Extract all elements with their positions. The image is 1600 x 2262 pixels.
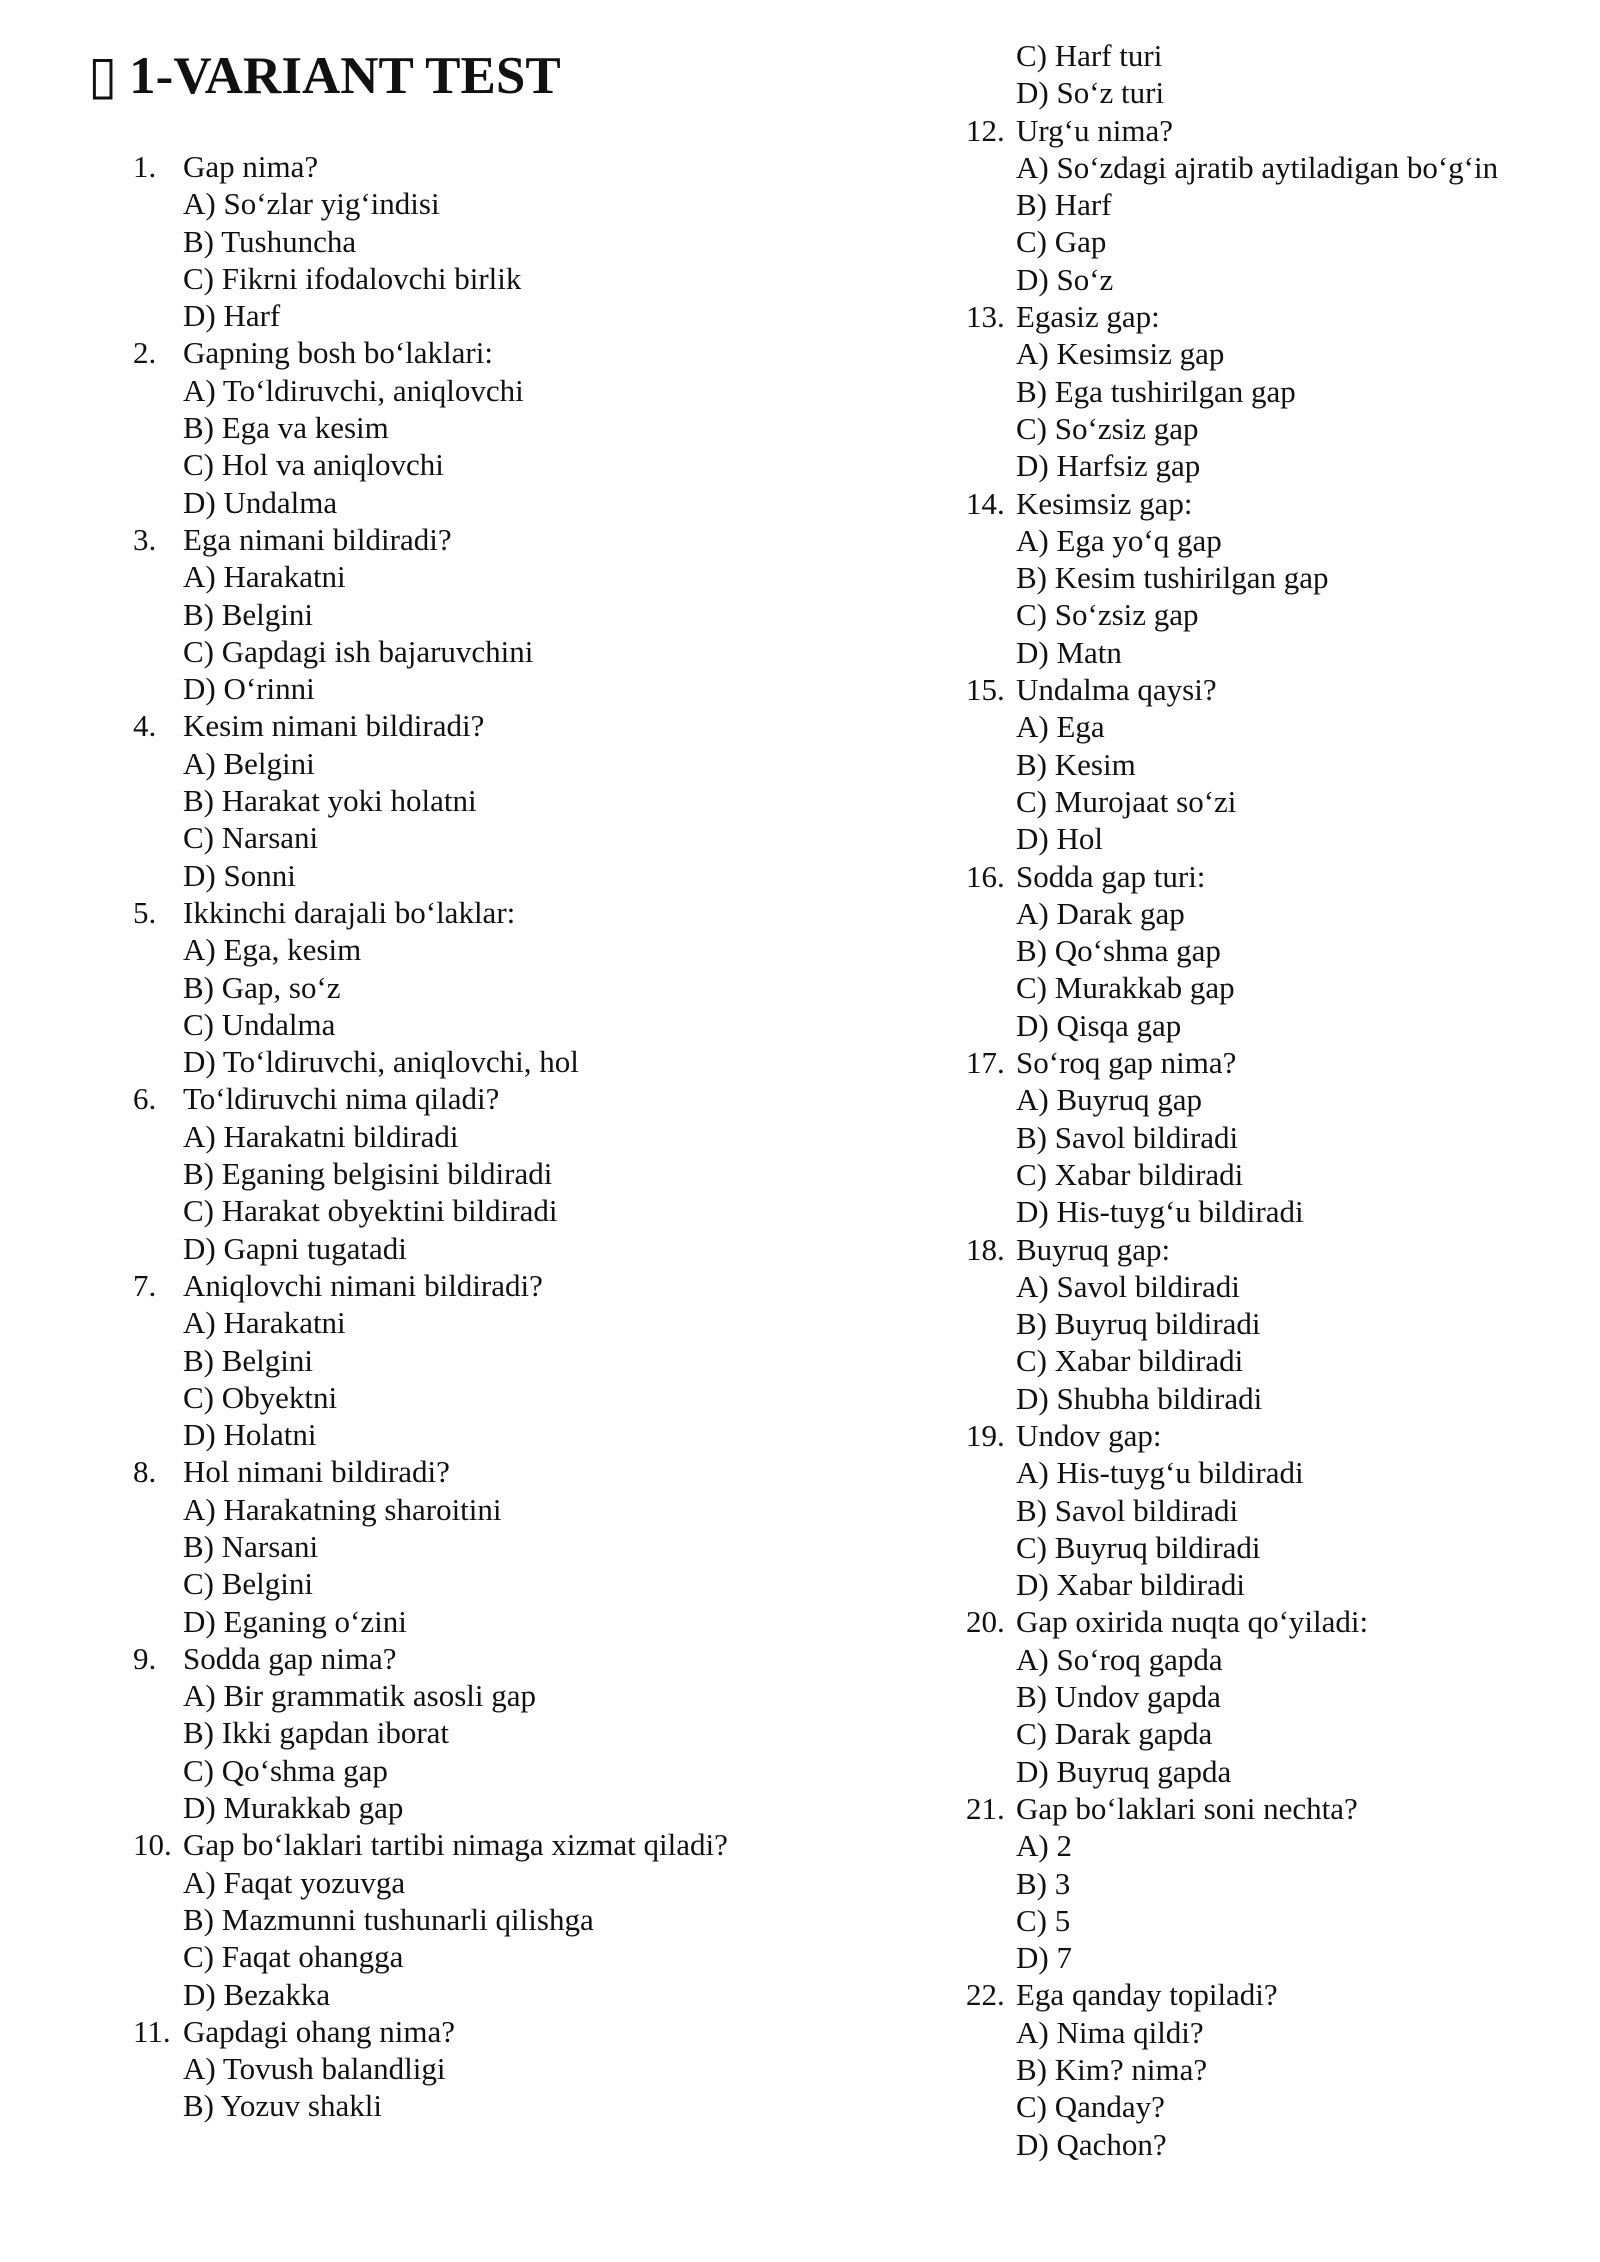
question-item [966, 1417, 1586, 1603]
question-item [966, 112, 1586, 298]
question-item [133, 1267, 853, 1453]
question-text: Kesimsiz gap: [1016, 485, 1193, 521]
answer-option: B) Kesim [1016, 746, 1136, 782]
question-item [133, 707, 853, 893]
answer-option: D) So‘z turi [1016, 75, 1165, 111]
answer-option: B) Belgini [183, 596, 314, 632]
question-number: 7. [133, 1267, 157, 1303]
answer-option: A) Darak gap [1016, 895, 1185, 931]
answer-option: A) So‘roq gapda [1016, 1641, 1223, 1677]
question-number: 11. [133, 2013, 171, 2049]
answer-option: A) Belgini [183, 745, 315, 781]
question-number: 20. [966, 1604, 1005, 1640]
question-text: Aniqlovchi nimani bildiradi? [183, 1267, 543, 1303]
question-item [133, 334, 853, 520]
answer-option: C) Faqat ohangga [183, 1939, 404, 1975]
answer-option: D) Undalma [183, 484, 338, 520]
answer-option: A) Bir grammatik asosli gap [183, 1678, 536, 1714]
question-number: 18. [966, 1231, 1005, 1267]
question-item [133, 521, 853, 707]
answer-option: A) Harakatni [183, 1305, 346, 1341]
answer-option: A) Nima qildi? [1016, 2014, 1204, 2050]
answer-option: B) Qo‘shma gap [1016, 933, 1221, 969]
answer-option: D) 7 [1016, 1940, 1072, 1976]
answer-option: D) Murakkab gap [183, 1790, 404, 1826]
left-column [133, 148, 853, 2125]
question-text: Ega qanday topiladi? [1016, 1977, 1278, 2013]
answer-option: C) Fikrni ifodalovchi birlik [183, 260, 522, 296]
answer-option: B) Savol bildiradi [1016, 1492, 1239, 1528]
question-item [966, 1790, 1586, 1976]
answer-option: B) Narsani [183, 1528, 319, 1564]
answer-option: D) Harfsiz gap [1016, 448, 1201, 484]
answer-option: C) Narsani [183, 820, 319, 856]
answer-option: C) Gapdagi ish bajaruvchini [183, 633, 534, 669]
answer-option: C) Gap [1016, 224, 1107, 260]
answer-option: A) His-tuyg‘u bildiradi [1016, 1455, 1304, 1491]
answer-option: B) Ikki gapdan iborat [183, 1715, 450, 1751]
answer-option: B) Ega va kesim [183, 410, 389, 446]
answer-option: B) Gap, so‘z [183, 969, 341, 1005]
question-number: 14. [966, 485, 1005, 521]
question-item [133, 2013, 853, 2125]
answer-option: B) Undov gapda [1016, 1679, 1221, 1715]
question-text: Urg‘u nima? [1016, 112, 1173, 148]
answer-option: A) Harakatni bildiradi [183, 1118, 459, 1154]
answer-option: A) Savol bildiradi [1016, 1268, 1240, 1304]
question-item [966, 1976, 1586, 2162]
answer-option: C) Buyruq bildiradi [1016, 1529, 1261, 1565]
question-item [133, 1640, 853, 1826]
question-text: Sodda gap nima? [183, 1640, 397, 1676]
question-item [966, 298, 1586, 484]
answer-option: D) Holatni [183, 1417, 317, 1453]
answer-option: C) Darak gapda [1016, 1716, 1213, 1752]
answer-option: D) Qisqa gap [1016, 1007, 1182, 1043]
answer-option: B) Tushuncha [183, 223, 357, 259]
question-text: Gap nima? [183, 149, 319, 184]
answer-option: B) Ega tushirilgan gap [1016, 373, 1296, 409]
question-number: 4. [133, 708, 157, 744]
question-text: Gapdagi ohang nima? [183, 2013, 456, 2049]
answer-option: D) Shubha bildiradi [1016, 1380, 1263, 1416]
question-number: 22. [966, 1977, 1005, 2013]
answer-option: B) Savol bildiradi [1016, 1119, 1239, 1155]
question-item [966, 671, 1586, 857]
answer-option: C) Undalma [183, 1006, 336, 1042]
answer-option: A) 2 [1016, 1828, 1072, 1864]
answer-option: A) Ega, kesim [183, 932, 362, 968]
question-text: Gap bo‘laklari soni nechta? [1016, 1790, 1358, 1826]
answer-option: B) Kim? nima? [1016, 2052, 1208, 2088]
answer-option: A) To‘ldiruvchi, aniqlovchi [183, 372, 524, 408]
question-text: Buyruq gap: [1016, 1231, 1171, 1267]
question-item [133, 1453, 853, 1639]
answer-option: C) So‘zsiz gap [1016, 597, 1199, 633]
answer-option: D) O‘rinni [183, 671, 315, 707]
question-text: Kesim nimani bildiradi? [183, 708, 485, 744]
question-item [133, 148, 853, 334]
answer-option: C) Murojaat so‘zi [1016, 783, 1237, 819]
answer-option: C) Qanday? [1016, 2089, 1165, 2125]
page-title-text: 1-VARIANT TEST [129, 47, 561, 105]
question-text: So‘roq gap nima? [1016, 1045, 1237, 1081]
question-text: Egasiz gap: [1016, 299, 1160, 335]
question-number: 17. [966, 1045, 1005, 1081]
question-number: 8. [133, 1454, 157, 1490]
question-item [133, 1080, 853, 1266]
question-text: Ega nimani bildiradi? [183, 521, 452, 557]
answer-option: C) Hol va aniqlovchi [183, 447, 444, 483]
question-number: 13. [966, 299, 1005, 335]
answer-option: A) So‘zlar yig‘indisi [183, 186, 440, 222]
answer-option: A) Kesimsiz gap [1016, 336, 1225, 372]
question-number: 16. [966, 858, 1005, 894]
answer-option: D) To‘ldiruvchi, aniqlovchi, hol [183, 1044, 579, 1080]
question-item [133, 1826, 853, 2012]
answer-option: C) Qo‘shma gap [183, 1752, 388, 1788]
continued-options [966, 37, 1586, 112]
answer-option: C) Harf turi [1016, 38, 1163, 73]
question-number: 19. [966, 1417, 1005, 1453]
answer-option: A) Buyruq gap [1016, 1082, 1202, 1118]
answer-option: A) So‘zdagi ajratib aytiladigan bo‘g‘in [1016, 149, 1499, 185]
answer-option: D) So‘z [1016, 261, 1114, 297]
question-text: Ikkinchi darajali bo‘laklar: [183, 894, 516, 930]
question-text: Undalma qaysi? [1016, 672, 1217, 708]
answer-option: D) His-tuyg‘u bildiradi [1016, 1194, 1304, 1230]
question-item [133, 894, 853, 1080]
answer-option: A) Ega [1016, 709, 1105, 745]
right-question-list [966, 112, 1586, 2163]
answer-option: B) Kesim tushirilgan gap [1016, 560, 1329, 596]
answer-option: D) Harf [183, 298, 281, 334]
question-text: Hol nimani bildiradi? [183, 1454, 450, 1490]
answer-option: B) Buyruq bildiradi [1016, 1306, 1261, 1342]
answer-option: A) Tovush balandligi [183, 2051, 446, 2087]
question-item [966, 858, 1586, 1044]
question-number: 10. [133, 1827, 172, 1863]
question-item [966, 1603, 1586, 1789]
question-text: Gapning bosh bo‘laklari: [183, 335, 493, 371]
right-column [966, 37, 1586, 2163]
answer-option: A) Faqat yozuvga [183, 1864, 406, 1900]
answer-option: C) Obyektni [183, 1379, 338, 1415]
answer-option: C) Harakat obyektini bildiradi [183, 1193, 558, 1229]
question-text: Sodda gap turi: [1016, 858, 1206, 894]
question-number: 12. [966, 112, 1005, 148]
question-text: Gap oxirida nuqta qo‘yiladi: [1016, 1604, 1369, 1640]
answer-option: C) So‘zsiz gap [1016, 410, 1199, 446]
question-text: To‘ldiruvchi nima qiladi? [183, 1081, 500, 1117]
answer-option: C) Belgini [183, 1566, 314, 1602]
answer-option: C) Xabar bildiradi [1016, 1343, 1244, 1379]
answer-option: A) Harakatni [183, 559, 346, 595]
question-item [966, 1231, 1586, 1417]
answer-option: D) Eganing o‘zini [183, 1603, 407, 1639]
answer-option: B) Belgini [183, 1342, 314, 1378]
question-number: 2. [133, 335, 157, 371]
question-number: 6. [133, 1081, 157, 1117]
answer-option: B) Yozuv shakli [183, 2088, 382, 2124]
answer-option: A) Harakatning sharoitini [183, 1491, 502, 1527]
answer-option: C) Xabar bildiradi [1016, 1156, 1244, 1192]
answer-option: D) Hol [1016, 821, 1103, 857]
checkbox-icon: ▯ [88, 47, 118, 105]
answer-option: B) Harakat yoki holatni [183, 783, 477, 819]
answer-option: B) Mazmunni tushunarli qilishga [183, 1901, 594, 1937]
answer-option: D) Gapni tugatadi [183, 1230, 407, 1266]
question-number: 5. [133, 894, 157, 930]
question-item [966, 485, 1586, 671]
question-text: Gap bo‘laklari tartibi nimaga xizmat qiladi? [183, 1827, 728, 1863]
answer-option: C) Murakkab gap [1016, 970, 1235, 1006]
answer-option: D) Buyruq gapda [1016, 1753, 1232, 1789]
question-number: 1. [133, 149, 157, 184]
answer-option: D) Sonni [183, 857, 296, 893]
answer-option: D) Bezakka [183, 1976, 331, 2012]
question-number: 21. [966, 1790, 1005, 1826]
question-item [966, 1044, 1586, 1230]
answer-option: B) Harf [1016, 187, 1112, 223]
page-title [88, 40, 561, 112]
question-number: 9. [133, 1640, 157, 1676]
question-text: Undov gap: [1016, 1417, 1162, 1453]
answer-option: B) Eganing belgisini bildiradi [183, 1156, 553, 1192]
answer-option: B) 3 [1016, 1865, 1071, 1901]
answer-option: D) Qachon? [1016, 2126, 1167, 2162]
question-number: 15. [966, 672, 1005, 708]
answer-option: D) Matn [1016, 634, 1122, 670]
answer-option: A) Ega yo‘q gap [1016, 522, 1222, 558]
answer-option: C) 5 [1016, 1902, 1071, 1938]
answer-option: D) Xabar bildiradi [1016, 1567, 1245, 1603]
question-number: 3. [133, 521, 157, 557]
